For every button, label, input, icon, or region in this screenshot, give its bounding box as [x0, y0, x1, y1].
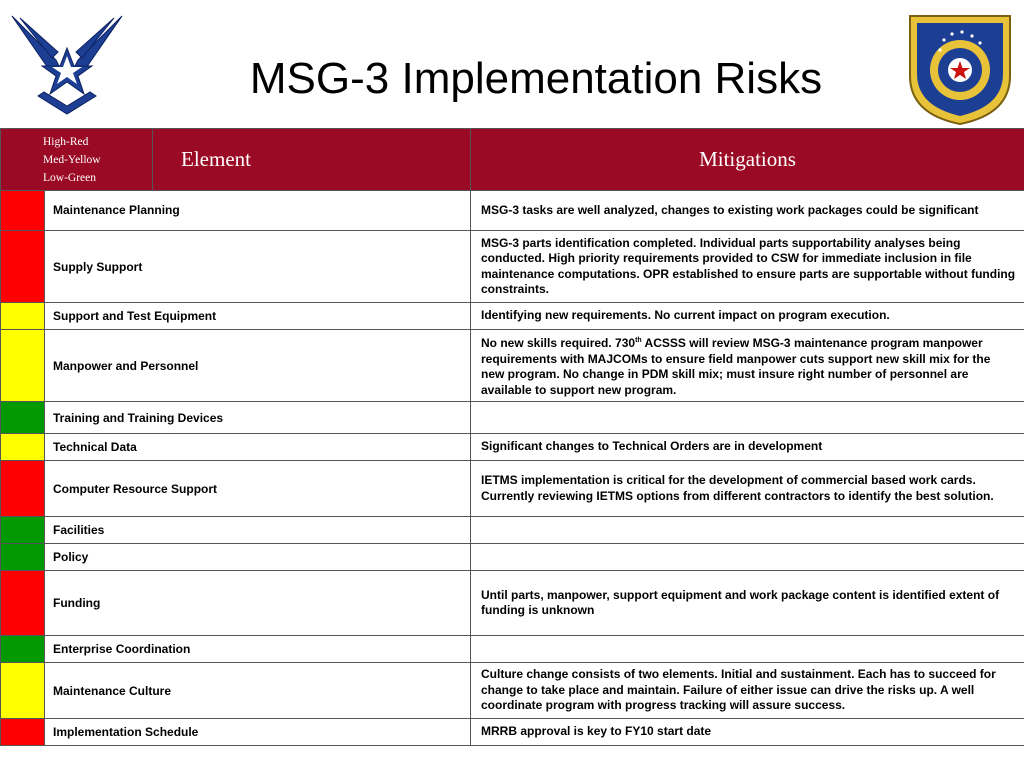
- table-row: [1, 461, 1024, 517]
- mitigation-cell: MSG-3 tasks are well analyzed, changes to existing work packages could be significant: [471, 191, 1024, 231]
- table-row: [1, 663, 1024, 719]
- table-row: [1, 402, 1024, 434]
- element-cell: Funding: [45, 571, 471, 636]
- risk-indicator: [1, 434, 45, 461]
- risk-legend: [1, 129, 153, 191]
- table-header-row: [1, 129, 1024, 191]
- mitigation-cell: [471, 544, 1024, 571]
- mitigation-cell: Significant changes to Technical Orders are in development: [471, 434, 1024, 461]
- risk-indicator: [1, 517, 45, 544]
- table-row: [1, 434, 1024, 461]
- element-cell: Facilities: [45, 517, 471, 544]
- mitigation-cell: Identifying new requirements. No current impact on program execution.: [471, 303, 1024, 330]
- element-cell: Support and Test Equipment: [45, 303, 471, 330]
- mitigation-cell: Culture change consists of two elements. Initial and sustainment. Each has to succeed for change to take place and maintain. Failure of either issue can drive the risks up. A well coordinate program with progress tracking will assure success.: [471, 663, 1024, 719]
- risk-table: [0, 128, 1024, 746]
- risk-indicator: [1, 719, 45, 746]
- risk-indicator: [1, 330, 45, 402]
- table-row: [1, 544, 1024, 571]
- table-row: [1, 191, 1024, 231]
- risk-indicator: [1, 461, 45, 517]
- table-row: [1, 330, 1024, 402]
- element-cell: Enterprise Coordination: [45, 636, 471, 663]
- page-title: MSG-3 Implementation Risks: [249, 54, 823, 103]
- mitigation-cell: [471, 402, 1024, 434]
- risk-indicator: [1, 544, 45, 571]
- risk-indicator: [1, 636, 45, 663]
- mitigation-cell: Until parts, manpower, support equipment and work package content is identified extent of funding is unknown: [471, 571, 1024, 636]
- element-cell: Implementation Schedule: [45, 719, 471, 746]
- element-cell: Computer Resource Support: [45, 461, 471, 517]
- mitigation-cell: [471, 517, 1024, 544]
- risk-indicator: [1, 571, 45, 636]
- mitigation-cell: No new skills required. 730th ACSSS will review MSG-3 maintenance program manpower requirements with MAJCOMs to ensure field manpower cuts support new skill mix for the new program. No change in PDM skill mix; must insure right number of personnel are available to support new program.: [471, 330, 1024, 402]
- risk-indicator: [1, 663, 45, 719]
- legend-high: High-Red: [43, 136, 89, 148]
- element-cell: Training and Training Devices: [45, 402, 471, 434]
- column-header-element: Element: [153, 129, 471, 191]
- risk-indicator: [1, 231, 45, 303]
- element-cell: Maintenance Planning: [45, 191, 471, 231]
- legend-med: Med-Yellow: [43, 154, 101, 166]
- table-row: [1, 636, 1024, 663]
- mitigation-cell: IETMS implementation is critical for the development of commercial based work cards. Currently reviewing IETMS options from different contractors to identify the best solution.: [471, 461, 1024, 517]
- element-cell: Policy: [45, 544, 471, 571]
- table-row: [1, 303, 1024, 330]
- table-row: [1, 517, 1024, 544]
- mitigation-cell: [471, 636, 1024, 663]
- element-cell: Manpower and Personnel: [45, 330, 471, 402]
- risk-indicator: [1, 191, 45, 231]
- column-header-mitigations: Mitigations: [471, 129, 1024, 191]
- table-row: [1, 719, 1024, 746]
- element-cell: Supply Support: [45, 231, 471, 303]
- table-row: [1, 571, 1024, 636]
- mitigation-cell: MSG-3 parts identification completed. Individual parts supportability analyses being conducted. High priority requirements provided to CSW for immediate inclusion in file maintenance computations. OPR established to ensure parts are supportable without funding constraints.: [471, 231, 1024, 303]
- mitigation-cell: MRRB approval is key to FY10 start date: [471, 719, 1024, 746]
- risk-indicator: [1, 303, 45, 330]
- table-row: [1, 231, 1024, 303]
- risk-indicator: [1, 402, 45, 434]
- group-emblem-logo: [904, 10, 1016, 128]
- element-cell: Technical Data: [45, 434, 471, 461]
- element-cell: Maintenance Culture: [45, 663, 471, 719]
- legend-low: Low-Green: [43, 172, 97, 184]
